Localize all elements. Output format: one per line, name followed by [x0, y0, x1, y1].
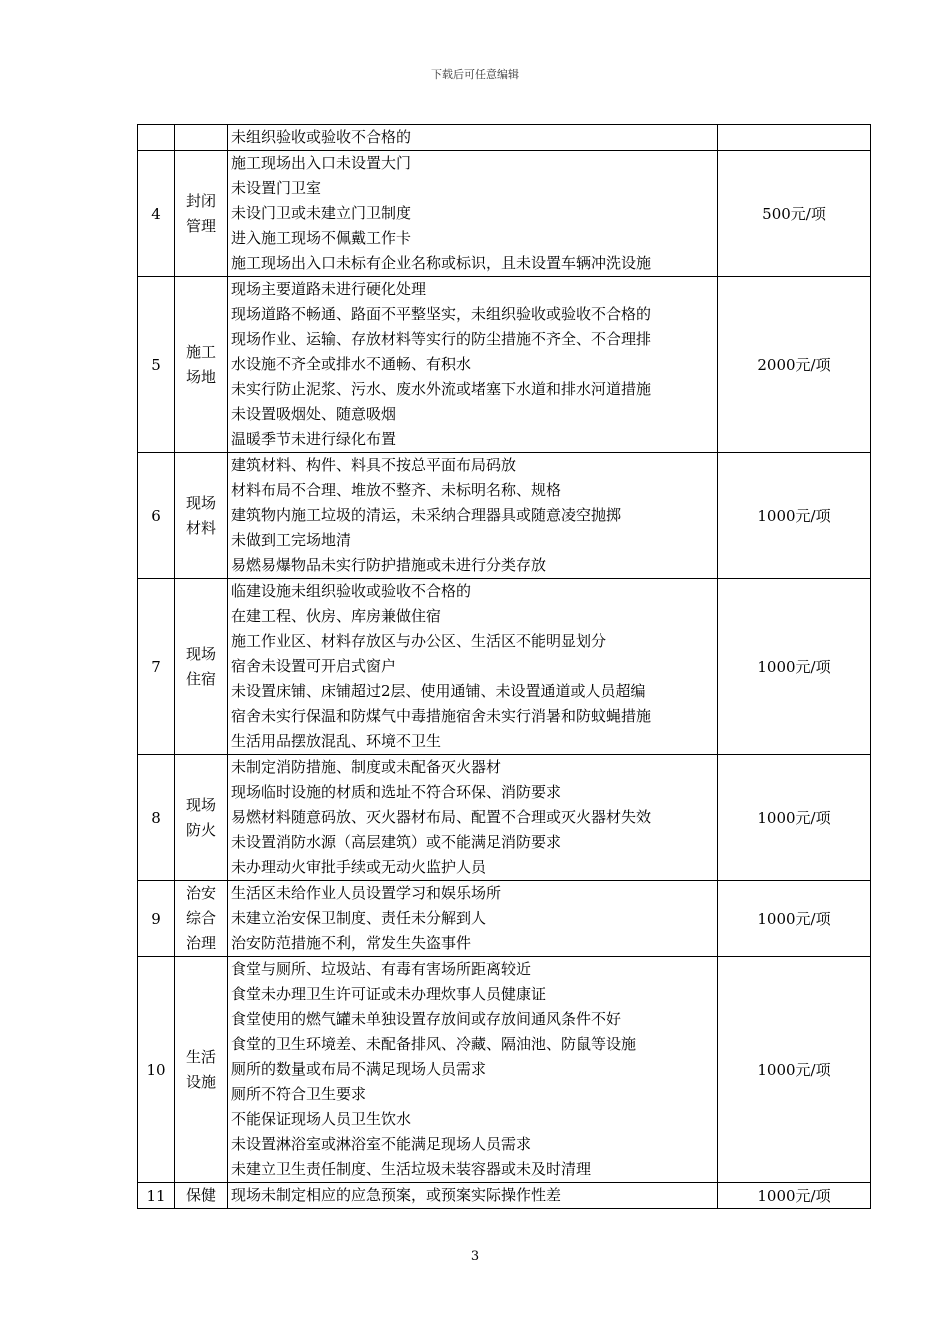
violation-item: 宿舍未实行保温和防煤气中毒措施宿舍未实行消暑和防蚊蝇措施 [231, 707, 652, 725]
row-violations [228, 755, 718, 881]
row-category [175, 881, 228, 957]
violation-item: 易燃易爆物品未实行防护措施或未进行分类存放 [231, 556, 547, 574]
violation-item: 未设置淋浴室或淋浴室不能满足现场人员需求 [231, 1135, 532, 1153]
category-line: 封闭 [185, 191, 216, 210]
category-line: 现场 [185, 644, 216, 663]
violation-item: 在建工程、伙房、库房兼做住宿 [231, 607, 442, 625]
row-category [175, 957, 228, 1183]
violation-item: 建筑材料、构件、料具不按总平面布局码放 [231, 456, 517, 474]
table-row [138, 277, 871, 453]
row-number: 4 [138, 151, 175, 277]
violation-item: 未设置床铺、床铺超过2层、使用通铺、未设置通道或人员超编 [231, 682, 646, 700]
row-number: 10 [138, 957, 175, 1183]
violation-item: 现场未制定相应的应急预案，或预案实际操作性差 [231, 1186, 562, 1204]
row-number [138, 125, 175, 151]
row-fine: 1000元/项 [718, 755, 871, 881]
row-fine: 1000元/项 [718, 1183, 871, 1209]
table-row [138, 755, 871, 881]
category-line: 现场 [185, 493, 216, 512]
category-line: 现场 [185, 795, 216, 814]
row-number: 9 [138, 881, 175, 957]
table-row [138, 881, 871, 957]
violation-item: 未组织验收或验收不合格的 [231, 128, 412, 146]
violation-item: 不能保证现场人员卫生饮水 [231, 1110, 412, 1128]
violation-item: 未设置吸烟处、随意吸烟 [231, 405, 397, 423]
violation-item: 食堂的卫生环境差、未配备排风、冷藏、隔油池、防鼠等设施 [231, 1035, 637, 1053]
violation-item: 未建立卫生责任制度、生活垃圾未装容器或未及时清理 [231, 1160, 592, 1178]
row-violations [228, 125, 718, 151]
violation-item: 食堂未办理卫生许可证或未办理炊事人员健康证 [231, 985, 547, 1003]
violation-item: 宿舍未设置可开启式窗户 [231, 657, 397, 675]
violation-item: 水设施不齐全或排水不通畅、有积水 [231, 355, 472, 373]
violation-item: 施工现场出入口未设置大门 [231, 154, 412, 172]
table-row [138, 453, 871, 579]
violation-item: 临建设施未组织验收或验收不合格的 [231, 582, 472, 600]
violation-item: 温暖季节未进行绿化布置 [231, 430, 397, 448]
violation-item: 未设置门卫室 [231, 179, 322, 197]
table-row [138, 579, 871, 755]
category-line: 综合 [185, 909, 216, 927]
violation-item: 易燃材料随意码放、灭火器材布局、配置不合理或灭火器材失效 [231, 808, 652, 826]
violation-item: 施工现场出入口未标有企业名称或标识，且未设置车辆冲洗设施 [231, 254, 652, 272]
violation-item: 治安防范措施不利，常发生失盗事件 [231, 934, 472, 952]
row-category [175, 579, 228, 755]
violation-item: 现场主要道路未进行硬化处理 [231, 280, 427, 298]
row-category [175, 453, 228, 579]
row-fine [718, 125, 871, 151]
row-fine: 1000元/项 [718, 579, 871, 755]
row-category [175, 755, 228, 881]
violation-item: 未办理动火审批手续或无动火监护人员 [231, 858, 487, 876]
violation-item: 进入施工现场不佩戴工作卡 [231, 229, 412, 247]
category-line: 管理 [185, 216, 216, 235]
violation-item: 施工作业区、材料存放区与办公区、生活区不能明显划分 [231, 632, 607, 650]
table-row [138, 125, 871, 151]
category-line: 保健 [185, 1186, 216, 1204]
violation-item: 材料布局不合理、堆放不整齐、未标明名称、规格 [231, 481, 562, 499]
category-line: 材料 [185, 518, 216, 537]
violation-item: 食堂使用的燃气罐未单独设置存放间或存放间通风条件不好 [231, 1010, 622, 1028]
category-line: 生活 [185, 1047, 216, 1066]
violation-item: 厕所不符合卫生要求 [231, 1085, 367, 1103]
row-violations [228, 277, 718, 453]
row-fine: 1000元/项 [718, 881, 871, 957]
row-number: 6 [138, 453, 175, 579]
violation-item: 食堂与厕所、垃圾站、有毒有害场所距离较近 [231, 960, 532, 978]
row-category [175, 277, 228, 453]
violation-item: 现场作业、运输、存放材料等实行的防尘措施不齐全、不合理排 [231, 330, 652, 348]
category-line: 场地 [185, 367, 216, 386]
row-number: 5 [138, 277, 175, 453]
penalty-table-body [138, 125, 871, 1209]
row-number: 8 [138, 755, 175, 881]
violation-item: 未做到工完场地清 [231, 531, 352, 549]
row-category [175, 1183, 228, 1209]
violation-item: 现场临时设施的材质和选址不符合环保、消防要求 [231, 783, 562, 801]
row-number: 11 [138, 1183, 175, 1209]
row-violations [228, 453, 718, 579]
violation-item: 未实行防止泥浆、污水、废水外流或堵塞下水道和排水河道措施 [231, 380, 652, 398]
row-fine: 500元/项 [718, 151, 871, 277]
violation-item: 生活区未给作业人员设置学习和娱乐场所 [231, 884, 502, 902]
row-violations [228, 881, 718, 957]
row-violations [228, 957, 718, 1183]
category-line: 治安 [185, 884, 216, 902]
violation-item: 厕所的数量或布局不满足现场人员需求 [231, 1060, 487, 1078]
row-violations [228, 1183, 718, 1209]
category-line: 治理 [185, 934, 216, 952]
violation-item: 未设置消防水源（高层建筑）或不能满足消防要求 [231, 833, 562, 851]
violation-item: 未建立治安保卫制度、责任未分解到人 [231, 909, 487, 927]
row-fine: 1000元/项 [718, 957, 871, 1183]
table-row [138, 1183, 871, 1209]
page-number: 3 [470, 1249, 480, 1264]
penalty-table [137, 124, 871, 1209]
row-number: 7 [138, 579, 175, 755]
violation-item: 未制定消防措施、制度或未配备灭火器材 [231, 758, 502, 776]
row-fine: 2000元/项 [718, 277, 871, 453]
row-category [175, 125, 228, 151]
category-line: 设施 [185, 1072, 216, 1091]
violation-item: 现场道路不畅通、路面不平整坚实，未组织验收或验收不合格的 [231, 305, 652, 323]
violation-item: 生活用品摆放混乱、环境不卫生 [231, 732, 442, 750]
row-fine: 1000元/项 [718, 453, 871, 579]
row-violations [228, 151, 718, 277]
table-row [138, 151, 871, 277]
row-category [175, 151, 228, 277]
violation-item: 建筑物内施工垃圾的清运，未采纳合理器具或随意凌空抛掷 [231, 506, 622, 524]
violation-item: 未设门卫或未建立门卫制度 [231, 204, 412, 222]
page-header: 下载后可任意编辑 [431, 68, 519, 81]
row-violations [228, 579, 718, 755]
table-row [138, 957, 871, 1183]
category-line: 防火 [185, 820, 216, 839]
category-line: 住宿 [185, 669, 216, 688]
category-line: 施工 [185, 342, 216, 361]
